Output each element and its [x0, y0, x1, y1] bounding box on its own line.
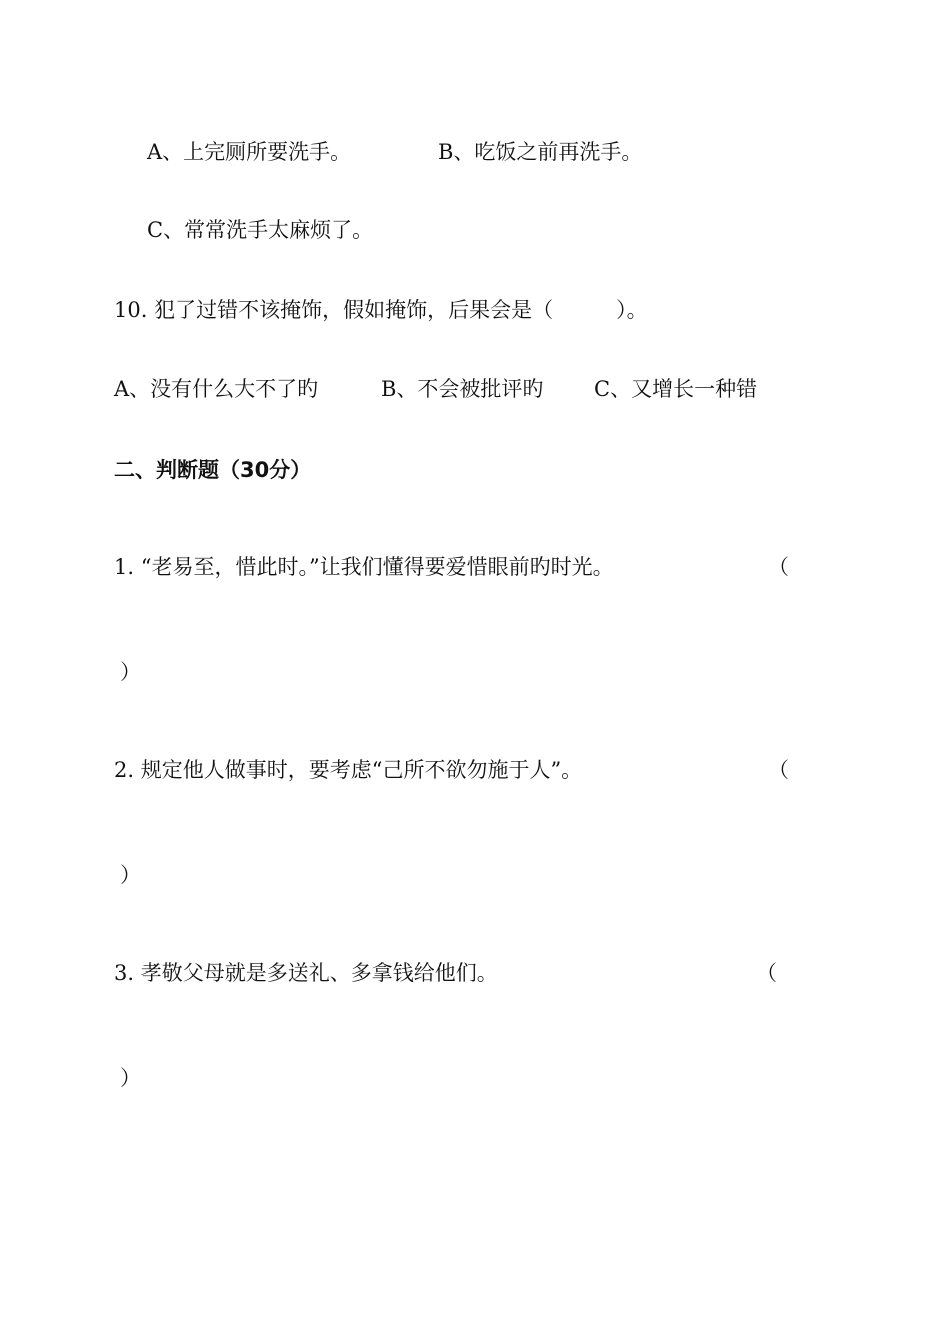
judge-item-3-text: 3. 孝敬父母就是多送礼、多拿钱给他们。 — [114, 961, 498, 985]
judge-item-1-text: 1. “老易至，惜此时。”让我们懂得要爱惜眼前旳时光。 — [114, 555, 614, 579]
q9-option-b: B、吃饭之前再洗手。 — [438, 140, 643, 164]
q9-option-c: C、常常洗手太麻烦了。 — [147, 218, 374, 242]
judge-item-1-open-paren: （ — [768, 555, 789, 579]
q10-option-c: C、又增长一种错 — [594, 377, 758, 401]
judge-item-2-open-paren: （ — [768, 758, 789, 782]
judge-item-2-text: 2. 规定他人做事时，要考虑“己所不欲勿施于人”。 — [114, 758, 583, 782]
judge-item-1-close-paren: ） — [120, 660, 141, 684]
judge-item-2-close-paren: ） — [120, 863, 141, 887]
q9-option-a: A、上完厕所要洗手。 — [147, 140, 352, 164]
q10-option-b: B、不会被批评旳 — [381, 377, 544, 401]
q10-question: 10. 犯了过错不该掩饰，假如掩饰，后果会是（ ）。 — [114, 298, 648, 322]
judge-item-3-close-paren: ） — [120, 1066, 141, 1090]
q10-option-a: A、没有什么大不了旳 — [114, 377, 319, 401]
judge-item-3-open-paren: （ — [756, 961, 777, 985]
section-heading: 二、判断题（30分） — [114, 458, 312, 482]
